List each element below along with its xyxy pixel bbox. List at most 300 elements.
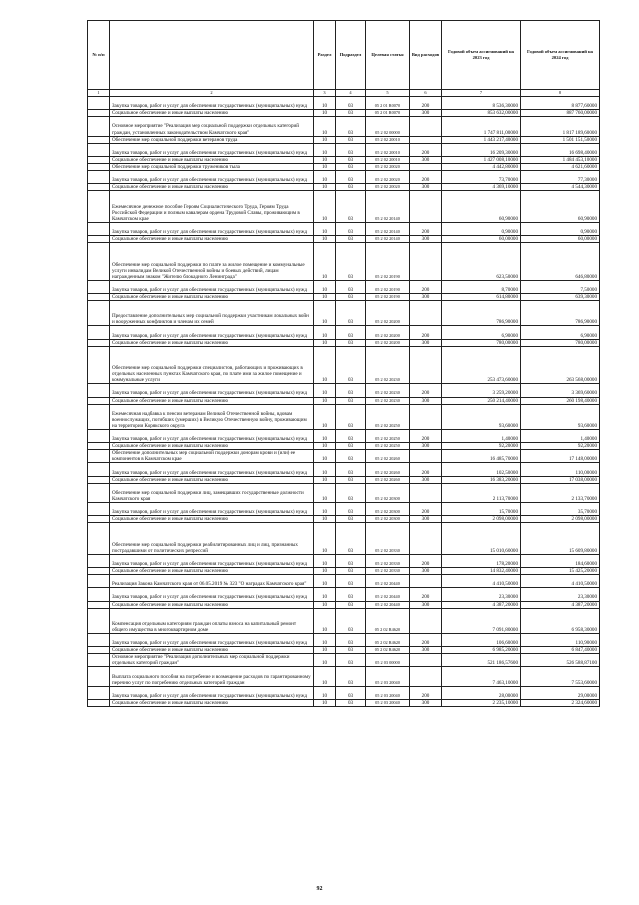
num-cell [88,523,110,555]
column-number: 8 [521,90,600,97]
row-value-2024: 2 098,00000 [521,516,600,523]
row-value-2024: 1,40000 [521,430,600,443]
column-number: 4 [336,90,366,97]
row-subsection: 03 [336,171,366,184]
row-exp-type: 300 [410,236,442,243]
row-exp-type: 300 [410,647,442,654]
row-target-code: 05 2 02 20250 [366,404,410,429]
row-section: 10 [314,443,336,450]
table-row [88,156,600,163]
row-name: Социальное обеспечение и иные выплаты населению [110,647,314,654]
row-name: Социальное обеспечение и иные выплаты населению [110,601,314,608]
row-subsection: 03 [336,554,366,567]
row-value-2024: 887 760,00000 [521,110,600,117]
num-cell [88,184,110,191]
row-target-code: 05 2 02 20200 [366,326,410,339]
table-row [88,516,600,523]
row-name: Обеспечение дополнительных мер социальной поддержки донорам крови и (или) ее компонентов в Камчатском крае [110,450,314,463]
row-section: 10 [314,184,336,191]
table-row [88,191,600,223]
row-target-code: 05 2 02 20190 [366,280,410,293]
table-row [88,601,600,608]
table-row [88,633,600,646]
row-section: 10 [314,97,336,110]
num-cell [88,191,110,223]
row-name: Основное мероприятие "Реализация мер социальной поддержки отдельных категорий граждан, установленных законодательством Камчатского края" [110,117,314,136]
row-value-2023: 6,90000 [442,326,521,339]
row-name: Выплата социального пособия на погребение и возмещение расходов по гарантированному перечню услуг по погребению отдельных категорий граждан [110,667,314,686]
table-row [88,184,600,191]
row-target-code: 05 2 02 R4620 [366,608,410,633]
row-value-2023: 93,60000 [442,404,521,429]
table-row [88,117,600,136]
row-target-code: 05 2 01 R0070 [366,97,410,110]
row-subsection: 03 [336,97,366,110]
row-name: Социальное обеспечение и иные выплаты населению [110,516,314,523]
num-cell [88,339,110,346]
row-section: 10 [314,654,336,667]
row-value-2024: 263 568,00000 [521,346,600,384]
row-subsection: 03 [336,430,366,443]
row-exp-type: 300 [410,184,442,191]
row-value-2023: 8,70000 [442,280,521,293]
row-name: Социальное обеспечение и иные выплаты населению [110,110,314,117]
row-value-2023: 60,00000 [442,236,521,243]
num-cell [88,699,110,706]
row-section: 10 [314,463,336,476]
num-cell [88,243,110,281]
row-value-2024: 6,90000 [521,326,600,339]
num-cell [88,346,110,384]
header-exp-type: Вид расходов [410,21,442,90]
row-name: Закупка товаров, работ и услуг для обеспечения государственных (муниципальных) нужд [110,633,314,646]
row-value-2023: 60,90000 [442,191,521,223]
row-target-code: 05 2 02 20190 [366,293,410,300]
row-name: Закупка товаров, работ и услуг для обеспечения государственных (муниципальных) нужд [110,588,314,601]
table-row [88,476,600,483]
row-value-2023: 73,70000 [442,171,521,184]
row-subsection: 03 [336,699,366,706]
row-value-2023: 14 832,40000 [442,568,521,575]
row-value-2024: 4 621,60000 [521,164,600,171]
row-target-code: 05 2 02 20020 [366,184,410,191]
row-subsection: 03 [336,647,366,654]
row-exp-type [410,654,442,667]
row-value-2023: 1 427 008,10000 [442,156,521,163]
num-cell [88,404,110,429]
row-value-2024: 1 817 189,60000 [521,117,600,136]
header-num: № п/п [88,21,110,90]
row-subsection: 03 [336,236,366,243]
table-row [88,222,600,235]
table-row [88,523,600,555]
table-row [88,171,600,184]
table-row [88,699,600,706]
num-cell [88,222,110,235]
table-row [88,554,600,567]
row-exp-type: 200 [410,463,442,476]
row-name: Реализация Закона Камчатского края от 06.05.2019 № 323 "О наградах Камчатского края" [110,575,314,588]
table-row [88,667,600,686]
row-target-code: 05 2 02 20200 [366,339,410,346]
row-target-code: 05 2 02 20330 [366,568,410,575]
row-value-2023: 521 186,57600 [442,654,521,667]
row-subsection: 03 [336,503,366,516]
row-value-2023: 106,60000 [442,633,521,646]
row-exp-type: 300 [410,476,442,483]
row-subsection: 03 [336,588,366,601]
num-cell [88,136,110,143]
num-cell [88,430,110,443]
row-subsection: 03 [336,326,366,339]
num-cell [88,686,110,699]
row-target-code: 05 2 02 20020 [366,171,410,184]
row-target-code: 05 2 02 20440 [366,588,410,601]
row-exp-type: 200 [410,430,442,443]
row-exp-type: 200 [410,280,442,293]
row-section: 10 [314,404,336,429]
row-value-2023: 16 485,70000 [442,450,521,463]
row-section: 10 [314,430,336,443]
row-subsection: 03 [336,136,366,143]
row-value-2024: 15 609,80000 [521,523,600,555]
row-exp-type: 200 [410,633,442,646]
row-subsection: 03 [336,450,366,463]
row-section: 10 [314,339,336,346]
row-exp-type [410,575,442,588]
row-name: Обеспечение мер социальной поддержки тружеников тыла [110,164,314,171]
row-exp-type: 200 [410,686,442,699]
row-exp-type: 200 [410,503,442,516]
table-row [88,568,600,575]
table-row [88,654,600,667]
row-value-2024: 2 324,60000 [521,699,600,706]
column-number-row [88,90,600,97]
row-subsection: 03 [336,654,366,667]
row-value-2023: 780,00000 [442,339,521,346]
row-target-code: 05 2 02 20140 [366,236,410,243]
row-name: Обеспечение мер социальной поддержки специалистов, работающих и проживающих в отдельных населенных пунктах Камчатского края, по плате ими за жилое помещение и коммунальные услуги [110,346,314,384]
row-target-code: 05 2 02 20300 [366,516,410,523]
table-row [88,443,600,450]
num-cell [88,110,110,117]
row-name: Основное мероприятие "Реализация дополнительных мер социальной поддержки отдельных категорий граждан" [110,654,314,667]
row-exp-type [410,523,442,555]
row-name: Ежемесячная надбавка к пенсии ветеранам Великой Отечественной войны, вдовам военнослужащих, погибших (умерших) в Великую Отечественную войну, проживающим на территории Корякского округа [110,404,314,429]
row-name: Обеспечение мер социальной поддержки лиц, замещавших государственные должности Камчатского края [110,483,314,502]
row-value-2023: 4 369,10000 [442,184,521,191]
row-section: 10 [314,301,336,326]
row-value-2023: 15,70000 [442,503,521,516]
row-target-code: 05 2 02 20010 [366,156,410,163]
num-cell [88,236,110,243]
row-name: Социальное обеспечение и иные выплаты населению [110,339,314,346]
row-exp-type: 200 [410,97,442,110]
row-value-2023: 0,90000 [442,222,521,235]
row-value-2024: 7,50000 [521,280,600,293]
row-value-2023: 2 113,70000 [442,483,521,502]
row-value-2023: 16 209,30000 [442,143,521,156]
table-row [88,339,600,346]
row-section: 10 [314,236,336,243]
table-row [88,243,600,281]
row-section: 10 [314,384,336,397]
row-value-2024: 15 425,20000 [521,568,600,575]
table-row [88,293,600,300]
row-target-code: 05 2 03 20040 [366,686,410,699]
num-cell [88,568,110,575]
num-cell [88,384,110,397]
row-target-code: 05 2 02 20260 [366,463,410,476]
row-value-2023: 4 442,80000 [442,164,521,171]
row-name: Закупка товаров, работ и услуг для обеспечения государственных (муниципальных) нужд [110,143,314,156]
column-number: 3 [314,90,336,97]
row-section: 10 [314,117,336,136]
row-value-2024: 77,30000 [521,171,600,184]
row-target-code: 05 2 02 20190 [366,243,410,281]
row-target-code: 05 2 01 R0070 [366,110,410,117]
row-value-2024: 29,00000 [521,686,600,699]
row-section: 10 [314,483,336,502]
row-section: 10 [314,171,336,184]
row-exp-type: 300 [410,110,442,117]
row-target-code: 05 2 02 00000 [366,117,410,136]
row-exp-type: 300 [410,516,442,523]
row-value-2024: 184,60000 [521,554,600,567]
row-name: Обеспечение мер социальной поддержки по плате за жилое помещение и коммунальные услуги инвалидам Великой Отечественной войны и боевых действий, лицам награжденным знаком "Жителю блокадного Ленинграда" [110,243,314,281]
row-value-2023: 1,40000 [442,430,521,443]
row-name: Закупка товаров, работ и услуг для обеспечения государственных (муниципальных) нужд [110,384,314,397]
row-subsection: 03 [336,463,366,476]
num-cell [88,301,110,326]
num-cell [88,667,110,686]
row-value-2023: 853 632,00000 [442,110,521,117]
row-value-2024: 6 847,40000 [521,647,600,654]
row-name: Закупка товаров, работ и услуг для обеспечения государственных (муниципальных) нужд [110,97,314,110]
row-name: Социальное обеспечение и иные выплаты населению [110,184,314,191]
row-exp-type: 200 [410,143,442,156]
row-target-code: 05 2 03 20040 [366,699,410,706]
row-target-code: 05 2 02 R4620 [366,633,410,646]
row-value-2023: 178,20000 [442,554,521,567]
num-cell [88,601,110,608]
table-row [88,280,600,293]
row-section: 10 [314,397,336,404]
row-value-2024: 2 133,70000 [521,483,600,502]
row-section: 10 [314,516,336,523]
num-cell [88,450,110,463]
row-name: Закупка товаров, работ и услуг для обеспечения государственных (муниципальных) нужд [110,280,314,293]
row-value-2024: 780,00000 [521,339,600,346]
table-row [88,110,600,117]
table-row [88,136,600,143]
row-name: Социальное обеспечение и иные выплаты населению [110,236,314,243]
row-exp-type [410,667,442,686]
row-value-2024: 646,80000 [521,243,600,281]
row-value-2023: 253 473,60000 [442,346,521,384]
row-exp-type [410,404,442,429]
row-exp-type: 300 [410,568,442,575]
row-subsection: 03 [336,184,366,191]
row-value-2024: 4 410,50000 [521,575,600,588]
row-exp-type: 200 [410,384,442,397]
row-value-2023: 7 091,80000 [442,608,521,633]
row-target-code: 05 2 02 20020 [366,164,410,171]
row-section: 10 [314,143,336,156]
row-section: 10 [314,476,336,483]
row-subsection: 03 [336,686,366,699]
num-cell [88,143,110,156]
row-target-code: 05 2 02 20230 [366,384,410,397]
row-name: Социальное обеспечение и иные выплаты населению [110,293,314,300]
row-value-2024: 4 387,20000 [521,601,600,608]
column-number: 7 [442,90,521,97]
row-name: Обеспечение мер социальной поддержки реабилитированных лиц и лиц, признанных пострадавшими от политических репрессий [110,523,314,555]
row-section: 10 [314,568,336,575]
row-name: Компенсация отдельным категориям граждан оплаты взноса на капитальный ремонт общего имущества в многоквартирном доме [110,608,314,633]
row-target-code: 05 2 02 20440 [366,601,410,608]
table-row [88,647,600,654]
row-value-2024: 35,70000 [521,503,600,516]
row-section: 10 [314,280,336,293]
row-target-code: 05 2 02 20260 [366,476,410,483]
row-name: Закупка товаров, работ и услуг для обеспечения государственных (муниципальных) нужд [110,503,314,516]
row-value-2024: 23,30000 [521,588,600,601]
row-value-2024: 1 501 151,50000 [521,136,600,143]
row-target-code: 05 2 03 00000 [366,654,410,667]
table-row [88,608,600,633]
row-subsection: 03 [336,608,366,633]
row-value-2024: 8 877,60000 [521,97,600,110]
table-row [88,503,600,516]
row-exp-type [410,450,442,463]
row-subsection: 03 [336,117,366,136]
row-target-code: 05 2 03 20040 [366,667,410,686]
row-target-code: 05 2 02 20300 [366,503,410,516]
num-cell [88,293,110,300]
row-section: 10 [314,243,336,281]
row-subsection: 03 [336,601,366,608]
row-target-code: 05 2 02 20330 [366,554,410,567]
row-value-2023: 4 387,20000 [442,601,521,608]
row-exp-type [410,117,442,136]
row-subsection: 03 [336,516,366,523]
row-subsection: 03 [336,667,366,686]
row-subsection: 03 [336,346,366,384]
num-cell [88,633,110,646]
table-row [88,236,600,243]
row-target-code: 05 2 02 20440 [366,575,410,588]
column-number: 6 [410,90,442,97]
row-target-code: 05 2 02 20140 [366,191,410,223]
row-subsection: 03 [336,384,366,397]
row-value-2024: 4 544,30000 [521,184,600,191]
row-value-2024: 92,20000 [521,443,600,450]
row-value-2024: 17 148,00000 [521,450,600,463]
row-section: 10 [314,503,336,516]
row-value-2024: 60,90000 [521,191,600,223]
row-name: Закупка товаров, работ и услуг для обеспечения государственных (муниципальных) нужд [110,686,314,699]
num-cell [88,443,110,450]
row-value-2023: 786,90000 [442,301,521,326]
num-cell [88,117,110,136]
row-target-code: 05 2 02 20260 [366,450,410,463]
column-number: 5 [366,90,410,97]
num-cell [88,554,110,567]
row-subsection: 03 [336,243,366,281]
row-subsection: 03 [336,280,366,293]
row-section: 10 [314,601,336,608]
row-value-2023: 2 235,10000 [442,699,521,706]
table-row [88,164,600,171]
row-subsection: 03 [336,568,366,575]
row-name: Социальное обеспечение и иные выплаты населению [110,699,314,706]
header-target: Целевая статья [366,21,410,90]
num-cell [88,476,110,483]
num-cell [88,647,110,654]
table-row [88,450,600,463]
row-subsection: 03 [336,397,366,404]
row-value-2023: 7 463,10000 [442,667,521,686]
row-exp-type [410,136,442,143]
column-number: 1 [88,90,110,97]
row-value-2023: 23,30000 [442,588,521,601]
row-value-2024: 526 588,87100 [521,654,600,667]
header-subsection: Подраздел [336,21,366,90]
row-name: Социальное обеспечение и иные выплаты населению [110,568,314,575]
page-number: 92 [316,886,323,892]
row-subsection: 03 [336,191,366,223]
row-subsection: 03 [336,293,366,300]
row-value-2023: 1 443 217,40000 [442,136,521,143]
table-row [88,588,600,601]
row-section: 10 [314,686,336,699]
header-2023: Годовой объем ассигнований на 2023 год [442,21,521,90]
row-section: 10 [314,699,336,706]
row-name: Социальное обеспечение и иные выплаты населению [110,476,314,483]
table-row [88,404,600,429]
row-subsection: 03 [336,164,366,171]
table-header [88,21,600,90]
row-target-code: 05 2 02 20230 [366,397,410,404]
row-value-2024: 1 484 453,10000 [521,156,600,163]
row-section: 10 [314,575,336,588]
row-exp-type: 300 [410,699,442,706]
row-exp-type: 200 [410,588,442,601]
row-exp-type: 200 [410,171,442,184]
header-name [110,21,314,90]
row-target-code: 05 2 02 20200 [366,301,410,326]
row-value-2024: 60,00000 [521,236,600,243]
num-cell [88,483,110,502]
num-cell [88,164,110,171]
row-subsection: 03 [336,156,366,163]
num-cell [88,397,110,404]
row-subsection: 03 [336,222,366,235]
row-exp-type: 200 [410,554,442,567]
row-target-code: 05 2 02 20330 [366,523,410,555]
row-exp-type: 200 [410,222,442,235]
row-value-2024: 260 198,40000 [521,397,600,404]
row-section: 10 [314,222,336,235]
row-value-2024: 93,60000 [521,404,600,429]
row-value-2023: 1 747 811,00000 [442,117,521,136]
row-value-2024: 0,90000 [521,222,600,235]
row-value-2023: 15 010,60000 [442,523,521,555]
row-value-2024: 110,00000 [521,463,600,476]
row-value-2023: 102,50000 [442,463,521,476]
row-value-2024: 17 038,00000 [521,476,600,483]
